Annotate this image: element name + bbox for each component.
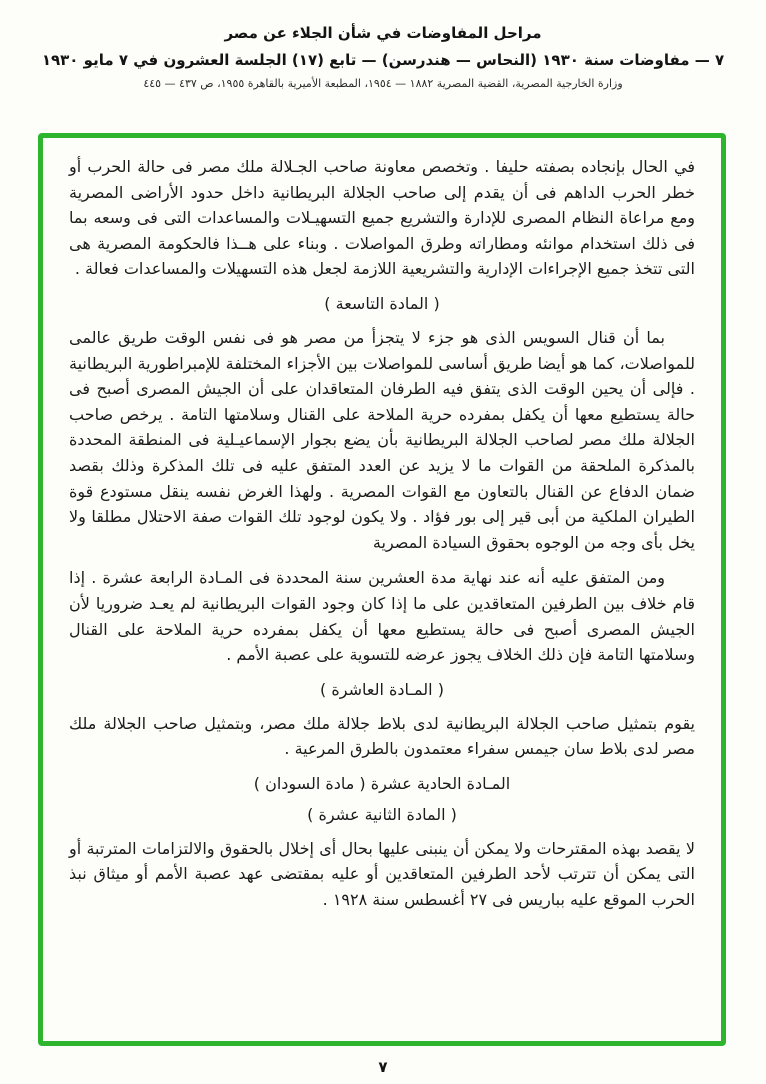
article-heading-twelfth: ( المادة الثانية عشرة ) bbox=[307, 804, 457, 824]
body-paragraph: بما أن قنال السويس الذى هو جزء لا يتجزأ من مصر هو فى نفس الوقت طريق عالمى للمواصلات، كما هو أيضا طريق أساسى للمواصلات بين الأجزاء المختلفة للإمبراطورية البريطانية . فإلى أن يحين الوقت الذى يتفق فيه الطرفان المتعاقدان على أن الجيش المصرى أصبح فى حالة يستطيع معها أن يكفل بمفرده حرية الملاحة على القنال وسلامتها التامة . يرخص صاحب الجلالة ملك مصر لصاحب الجلالة البريطانية بأن يضع بجوار الإسماعيـلية فى المنطقة المحددة بالمذكرة الملحقة من القوات ما لا يزيد عن العدد المتفق عليه فى تلك المذكرة وذلك بقصد ضمان الدفاع عن القنال بالتعاون مع القوات المصرية . ولهذا الغرض نفسه ينقل مستودع قوة الطيران الملكية من أبى قير إلى بور فؤاد . ولا يكون لوجود تلك القوات صفة الاحتلال مطلقا ولا يخل بأى وجه من الوجوه بحقوق السيادة المصرية bbox=[69, 327, 695, 552]
body-paragraph: ومن المتفق عليه أنه عند نهاية مدة العشرين سنة المحددة فى المـادة الرابعة عشرة . إذا قام خلاف بين الطرفين المتعاقدين على ما إذا كان وجود القوات البريطانية لم يعـد ضروريا لأن الجيش المصرى أصبح فى حالة يستطيع معها أن يكفل بمفرده حرية الملاحة على القنال وسلامتها التامة فإن ذلك الخلاف يجوز عرضه للتسوية على عصبة الأمم . bbox=[69, 568, 695, 665]
document-title: مراحل المفاوضات في شأن الجلاء عن مصر bbox=[224, 24, 542, 42]
article-heading-eleventh: المـادة الحادية عشرة ( مادة السودان ) bbox=[253, 773, 511, 793]
body-paragraph: لا يقصد بهذه المقترحات ولا يمكن أن ينبنى عليها بحال أى إخلال بالحقوق والالتزامات المترتبة أو التى يمكن أن تترتب لأحد الطرفين المتعاقدين أو عليه بمقتضى عهد عصبة الأمم أو ميثاق نبذ الحرب الموقع عليه بباريس فى ٢٧ أغسطس سنة ١٩٢٨ . bbox=[69, 838, 695, 910]
document-header bbox=[0, 0, 766, 90]
article-heading-tenth: ( المـادة العاشرة ) bbox=[320, 679, 444, 699]
document-subtitle: ٧ — مفاوضات سنة ١٩٣٠ (النحاس — هندرسن) — تابع (١٧) الجلسة العشرون في ٧ مايو ١٩٣٠ bbox=[41, 51, 725, 69]
source-citation: وزارة الخارجية المصرية، القضية المصرية ١٨٨٢ — ١٩٥٤، المطبعة الأميرية بالقاهرة ١٩٥٥، ص ٤٣٧ — ٤٤٥ bbox=[143, 77, 623, 90]
highlighted-text-frame bbox=[38, 133, 726, 1046]
body-paragraph: في الحال بإنجاده بصفته حليفا . وتخصص معاونة صاحب الجـلالة ملك مصر فى حالة الحرب أو خطر الحرب الداهم فى أن يقدم إلى صاحب الجلالة البريطانية داخل حدود الأراضى المصرية ومع مراعاة النظام المصرى للإدارة والتشريع جميع التسهيـلات والمساعدات التى فى وسعه بما فى ذلك استخدام موانئه ومطاراته وطرق المواصلات . وبناء على هــذا فالحكومة المصرية هى التى تتخذ جميع الإجراءات الإدارية والتشريعية اللازمة لجعل هذه التسهيلات والمساعدات فعالة . bbox=[69, 157, 695, 279]
article-heading-ninth: ( المادة التاسعة ) bbox=[324, 293, 440, 313]
page-number: ٧ bbox=[378, 1058, 388, 1076]
body-paragraph: يقوم بتمثيل صاحب الجلالة البريطانية لدى بلاط جلالة ملك مصر، وبتمثيل صاحب الجلالة ملك مصر لدى بلاط سان جيمس سفراء معتمدون بالطرق المرعية . bbox=[69, 713, 695, 759]
